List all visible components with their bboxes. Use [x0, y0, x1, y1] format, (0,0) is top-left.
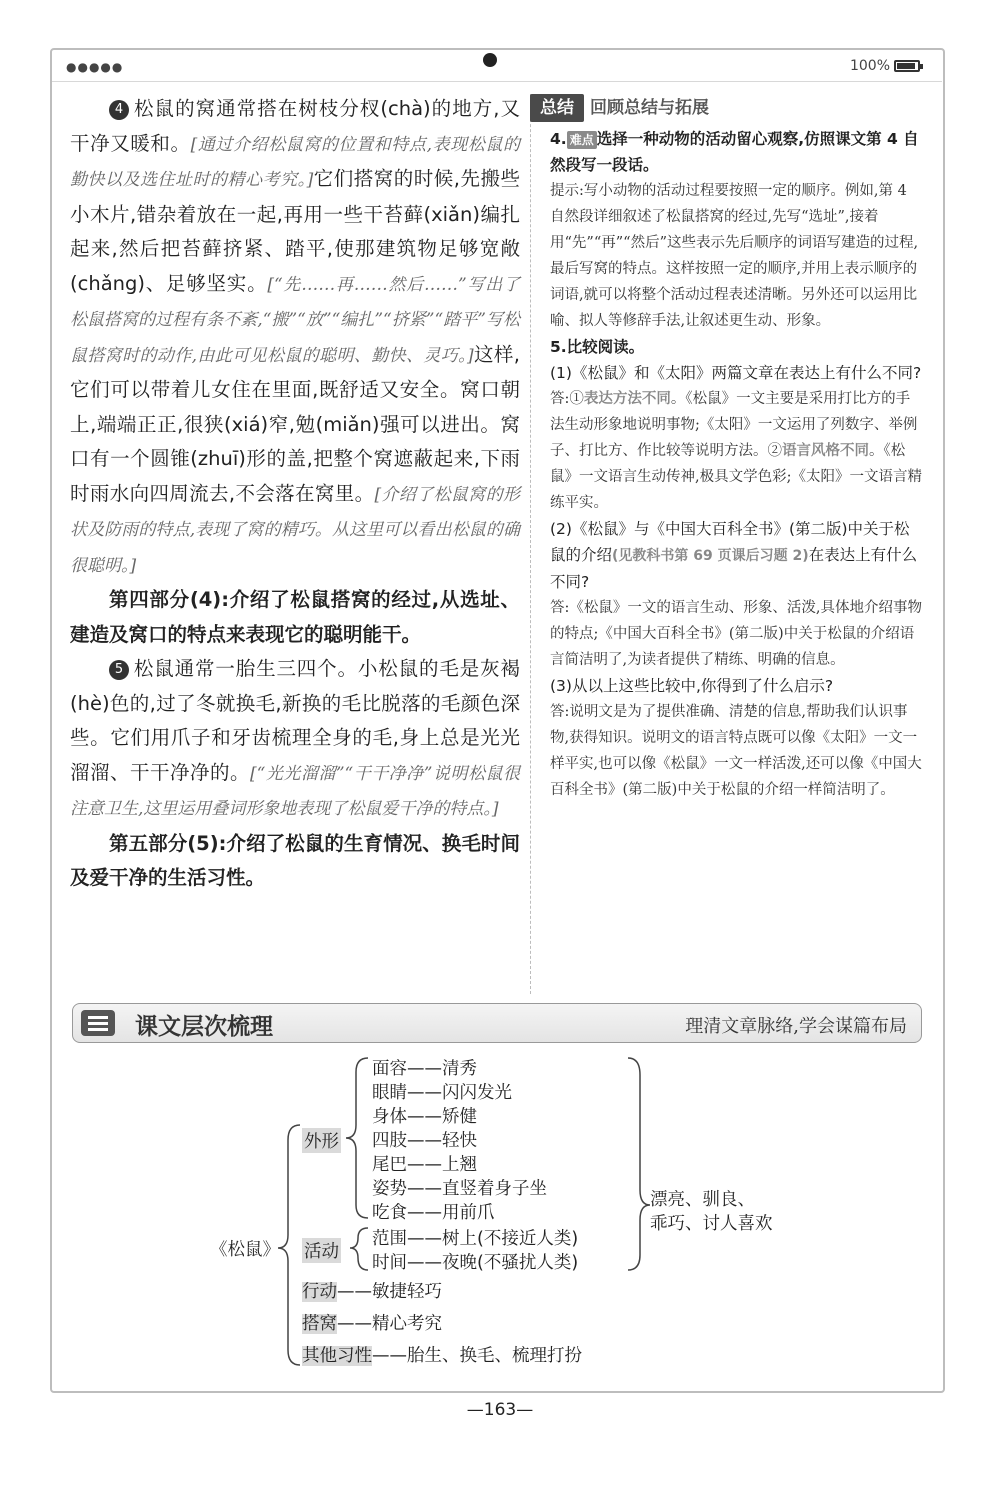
activity-item: 时间——夜晚(不骚扰人类) [372, 1253, 579, 1273]
annotation: [“先……再……然后……”写出了松鼠搭窝的过程有条不紊,“搬”“放”“编扎”“挤紧”“踏平”写松鼠搭窝时的动作,由此可见松鼠的聪明、勤快、灵巧。] [70, 274, 521, 366]
answer-5-2: 答:《松鼠》一文的语言生动、形象、活泼,具体地介绍事物的特点;《中国大百科全书》(第二版)中关于松鼠的介绍语言简洁明了,为读者提供了精练、明确的信息。 [550, 600, 922, 668]
appearance-item: 眼睛——闪闪发光 [372, 1083, 512, 1103]
difficulty-badge: 难点 [567, 131, 597, 149]
signal-icon: ●●●●● [66, 60, 124, 74]
paragraph-5: 5 松鼠通常一胎生三四个。小松鼠的毛是灰褐(hè)色的,过了冬就换毛,新换的毛比脱落的毛颜色深些。它们用爪子和牙齿梳理全身的毛,身上总是光光溜溜、干干净净的。[“光光溜溜”“干干净净”说明松鼠很注意卫生,这里运用叠词形象地表现了松鼠爱干净的特点。] [70, 657, 520, 819]
appearance-item: 面容——清秀 [372, 1059, 477, 1079]
branch-activity: 活动 [302, 1238, 341, 1263]
hint-4: 提示:写小动物的活动过程要按照一定的顺序。例如,第 4 自然段详细叙述了松鼠搭窝的经过,先写“选址”,接着用“先”“再”“然后”这些表示先后顺序的词语写建造的过程,最后写窝的特点。这样按照一定的顺序,并用上表示顺序的词语,就可以将整个活动过程表述清晰。另外还可以运用比喻、拟人等修辞手法,让叙述更生动、形象。 [550, 183, 919, 329]
annotation: [通过介绍松鼠窝的位置和特点,表现松鼠的勤快以及选住址时的精心考究。] [70, 134, 520, 190]
appearance-item: 四肢——轻快 [372, 1131, 477, 1151]
question-5-1: (1)《松鼠》和《太阳》两篇文章在表达上有什么不同? [550, 364, 922, 382]
appearance-item: 姿势——直竖着身子坐 [372, 1179, 547, 1199]
section-summary-5: 第五部分(5):介绍了松鼠的生育情况、换毛时间及爱干净的生活习性。 [70, 831, 520, 889]
summary-traits-2: 乖巧、讨人喜欢 [650, 1214, 773, 1234]
answer-5-1: 答:①表达方法不同。《松鼠》一文主要是采用打比方的手法生动形象地说明事物;《太阳》一文运用了列数字、举例子、打比方、作比较等说明方法。②语言风格不同。《松鼠》一文语言生动传神,极具文学色彩;《太阳》一文语言精练平实。 [550, 390, 922, 511]
structure-subtitle: 理清文章脉络,学会谋篇布局 [685, 1016, 907, 1037]
branch-nest: 搭窝——精心考究 [302, 1314, 442, 1334]
battery-level: 100% [849, 58, 890, 74]
structure-title: 课文层次梳理 [135, 1014, 273, 1040]
question-5-2: (2)《松鼠》与《中国大百科全书》(第二版)中关于松鼠的介绍(见教科书第 69 页课后习题 2)在表达上有什么不同? [550, 520, 918, 591]
question-5-3: (3)从以上这些比较中,你得到了什么启示? [550, 677, 834, 695]
summary-label: 总结 [530, 94, 584, 122]
answer-5-3: 答:说明文是为了提供准确、清楚的信息,帮助我们认识事物,获得知识。说明文的语言特点既可以像《太阳》一文一样平实,也可以像《松鼠》一文一样活泼,还可以像《中国大百科全书》(第二版)中关于松鼠的介绍一样简洁明了。 [550, 704, 922, 798]
summary-traits-1: 漂亮、驯良、 [650, 1190, 755, 1210]
annotation: [“光光溜溜”“干干净净”说明松鼠很注意卫生,这里运用叠词形象地表现了松鼠爱干净的特点。] [70, 763, 520, 819]
annotation: [介绍了松鼠窝的形状及防雨的特点,表现了窝的精巧。从这里可以看出松鼠的确很聪明。] [70, 484, 521, 576]
summary-subtitle: 回顾总结与拓展 [590, 98, 709, 118]
branch-habits: 其他习性——胎生、换毛、梳理打扮 [302, 1346, 582, 1366]
paragraph-number-4: 4 [109, 100, 129, 120]
appearance-item: 身体——矫健 [372, 1107, 477, 1127]
tree-root: 《松鼠》 [210, 1240, 280, 1260]
question-5: 5.比较阅读。 [550, 338, 645, 356]
appearance-item: 吃食——用前爪 [372, 1203, 495, 1223]
paragraph-number-5: 5 [109, 660, 129, 680]
appearance-item: 尾巴——上翘 [372, 1155, 477, 1175]
question-4: 4. 难点 选择一种动物的活动留心观察,仿照课文第 4 自然段写一段话。 [550, 130, 919, 174]
section-summary-4: 第四部分(4):介绍了松鼠搭窝的经过,从选址、建造及窝口的特点来表现它的聪明能干。 [70, 588, 520, 646]
branch-appearance: 外形 [302, 1128, 341, 1153]
activity-item: 范围——树上(不接近人类) [372, 1229, 579, 1249]
paragraph-4: 4 松鼠的窝通常搭在树枝分杈(chà)的地方,又干净又暖和。[通过介绍松鼠窝的位置和特点,表现松鼠的勤快以及选住址时的精心考究。]它们搭窝的时候,先搬些小木片,错杂着放在一起,再用一些干苔藓(xiǎn)编扎起来,然后把苔藓挤紧、踏平,使那建筑物足够宽敞(chǎng)、足够坚实。[“先……再……然后……”写出了松鼠搭窝的过程有条不紊,“搬”“放”“编扎”“挤紧”“踏平”写松鼠搭窝时的动作,由此可见松鼠的聪明、勤快、灵巧。]这样,它们可以带着儿女住在里面,既舒适又安全。窝口朝上,端端正正,很狭(xiá)窄,勉(miǎn)强可以进出。窝口有一个圆锥(zhuī)形的盖,把整个窝遮蔽起来,下雨时雨水向四周流去,不会落在窝里。[介绍了松鼠窝的形状及防雨的特点,表现了窝的精巧。从这里可以看出松鼠的确很聪明。] [70, 97, 521, 576]
branch-action: 行动——敏捷轻巧 [302, 1282, 442, 1302]
page-number: —163— [466, 1400, 534, 1420]
